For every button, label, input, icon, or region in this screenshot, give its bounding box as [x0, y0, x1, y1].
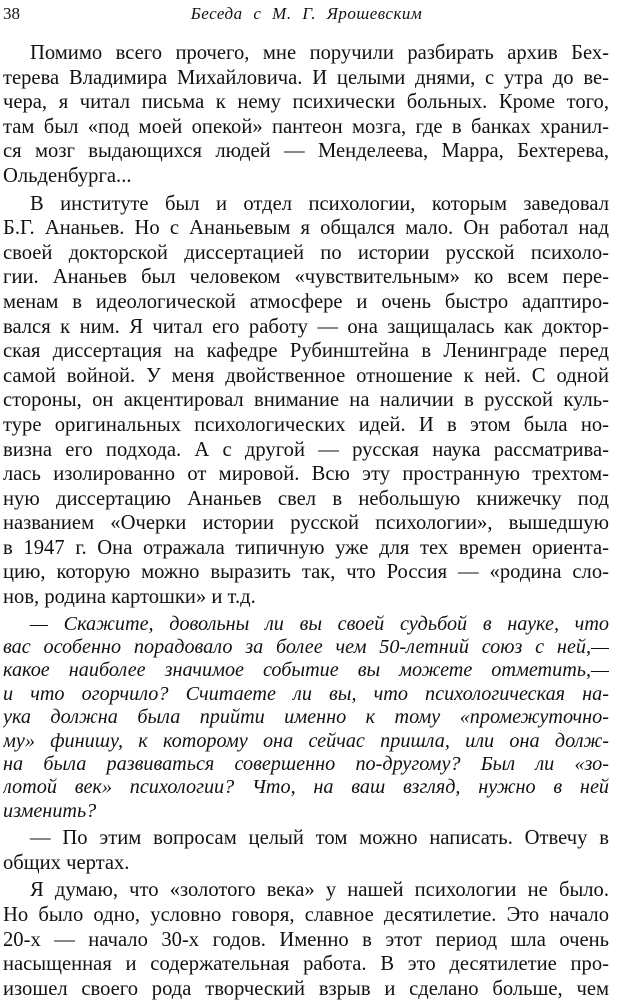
text-line: ская диссертация на кафедре Рубинштейна в Ленинграде перед	[3, 340, 609, 363]
text-line: — По этим вопросам целый том можно написать. Отвечу в	[30, 827, 609, 850]
text-line: своей докторской диссертацией по истории русской психоло-	[3, 241, 609, 264]
text-line: Я думаю, что «золотого века» у нашей психологии не было.	[30, 879, 609, 902]
text-line: самой войной. У меня двойственное отношение к ней. С одной	[3, 364, 609, 387]
text-line: общих чертах.	[3, 851, 130, 874]
text-line: вался к ним. Я читал его работу — она защищалась как доктор-	[3, 315, 609, 338]
paragraph-golden-age	[3, 878, 609, 1001]
text-line: ся мозг выдающихся людей — Менделеева, Марра, Бехтерева,	[3, 140, 609, 163]
text-line: менам в идеологической атмосфере и очень быстро адаптиро-	[3, 290, 609, 313]
text-line: Помимо всего прочего, мне поручили разбирать архив Бех-	[30, 42, 609, 64]
text-line: нов, родина картошки» и т.д.	[3, 586, 256, 609]
text-line: стороны, он акцентировал внимание на наличии в русской куль-	[3, 389, 609, 412]
text-line: Но было одно, условно говоря, славное десятилетие. Это начало	[3, 903, 609, 926]
text-line: насыщенная и содержательная работа. В это десятилетие про-	[3, 953, 609, 976]
text-line: му» финишу, к которому она сейчас пришла, или она долж-	[3, 729, 609, 752]
text-line: там был «под моей опекой» пантеон мозга, где в банках хранил-	[3, 115, 609, 138]
text-line: лась изолированно от мировой. Всю эту пространную трехтом-	[3, 463, 609, 486]
text-line: визна его подхода. А с другой — русская наука рассматрива-	[3, 438, 609, 461]
text-line: 20-х — начало 30-х годов. Именно в этот период шла очень	[3, 928, 609, 951]
text-line: Б.Г. Ананьев. Но с Ананьевым я общался мало. Он работал над	[3, 217, 609, 240]
text-line: Ольденбурга...	[3, 164, 132, 187]
text-line: в 1947 г. Она отражала типичную уже для тех времен ориента-	[3, 536, 609, 559]
paragraph-ananyev	[3, 192, 609, 610]
paragraph-answer-intro	[3, 826, 609, 875]
text-line: туре оригинальных психологических идей. И в этом была но-	[3, 413, 609, 436]
text-line: вас особенно порадовало за более чем 50-летний союз с ней,—	[3, 636, 609, 659]
page-header	[3, 2, 610, 26]
text-line: терева Владимира Михайловича. И целыми днями, с утра до ве-	[3, 66, 609, 89]
text-line: названием «Очерки истории русской психологии», вышедшую	[3, 512, 609, 535]
paragraph-bekhterev-archive	[3, 41, 609, 189]
text-line: В институте был и отдел психологии, которым заведовал	[30, 192, 609, 215]
text-line: изменить?	[3, 799, 97, 822]
text-line: какое наиболее значимое событие вы можете отметить,—	[3, 659, 609, 682]
page-text	[3, 41, 609, 1004]
text-line: и что огорчило? Считаете ли вы, что психологическая на-	[3, 682, 609, 705]
interview-question	[3, 613, 609, 824]
text-line: на была развиваться совершенно по-другому? Был ли «зо-	[3, 753, 609, 775]
text-line: чера, я читал письма к нему психически больных. Кроме того,	[3, 91, 609, 114]
text-line: гии. Ананьев был человеком «чувствительным» ко всем пере-	[3, 266, 609, 289]
text-line: цию, которую можно выразить так, что Россия — «родина сло-	[3, 561, 609, 584]
running-head: Беседа с М. Г. Ярошевским	[190, 4, 423, 23]
text-line: ука должна была прийти именно к тому «промежуточно-	[3, 706, 609, 729]
text-line: лотой век» психологии? Что, на ваш взгляд, нужно в ней	[3, 776, 609, 799]
text-line: изошел своего рода творческий взрыв и сделано больше, чем	[3, 977, 609, 1000]
page-number: 38	[3, 4, 20, 23]
text-line: — Скажите, довольны ли вы своей судьбой в науке, что	[30, 612, 609, 635]
text-line: ную диссертацию Ананьев свел в небольшую книжечку под	[3, 487, 609, 510]
